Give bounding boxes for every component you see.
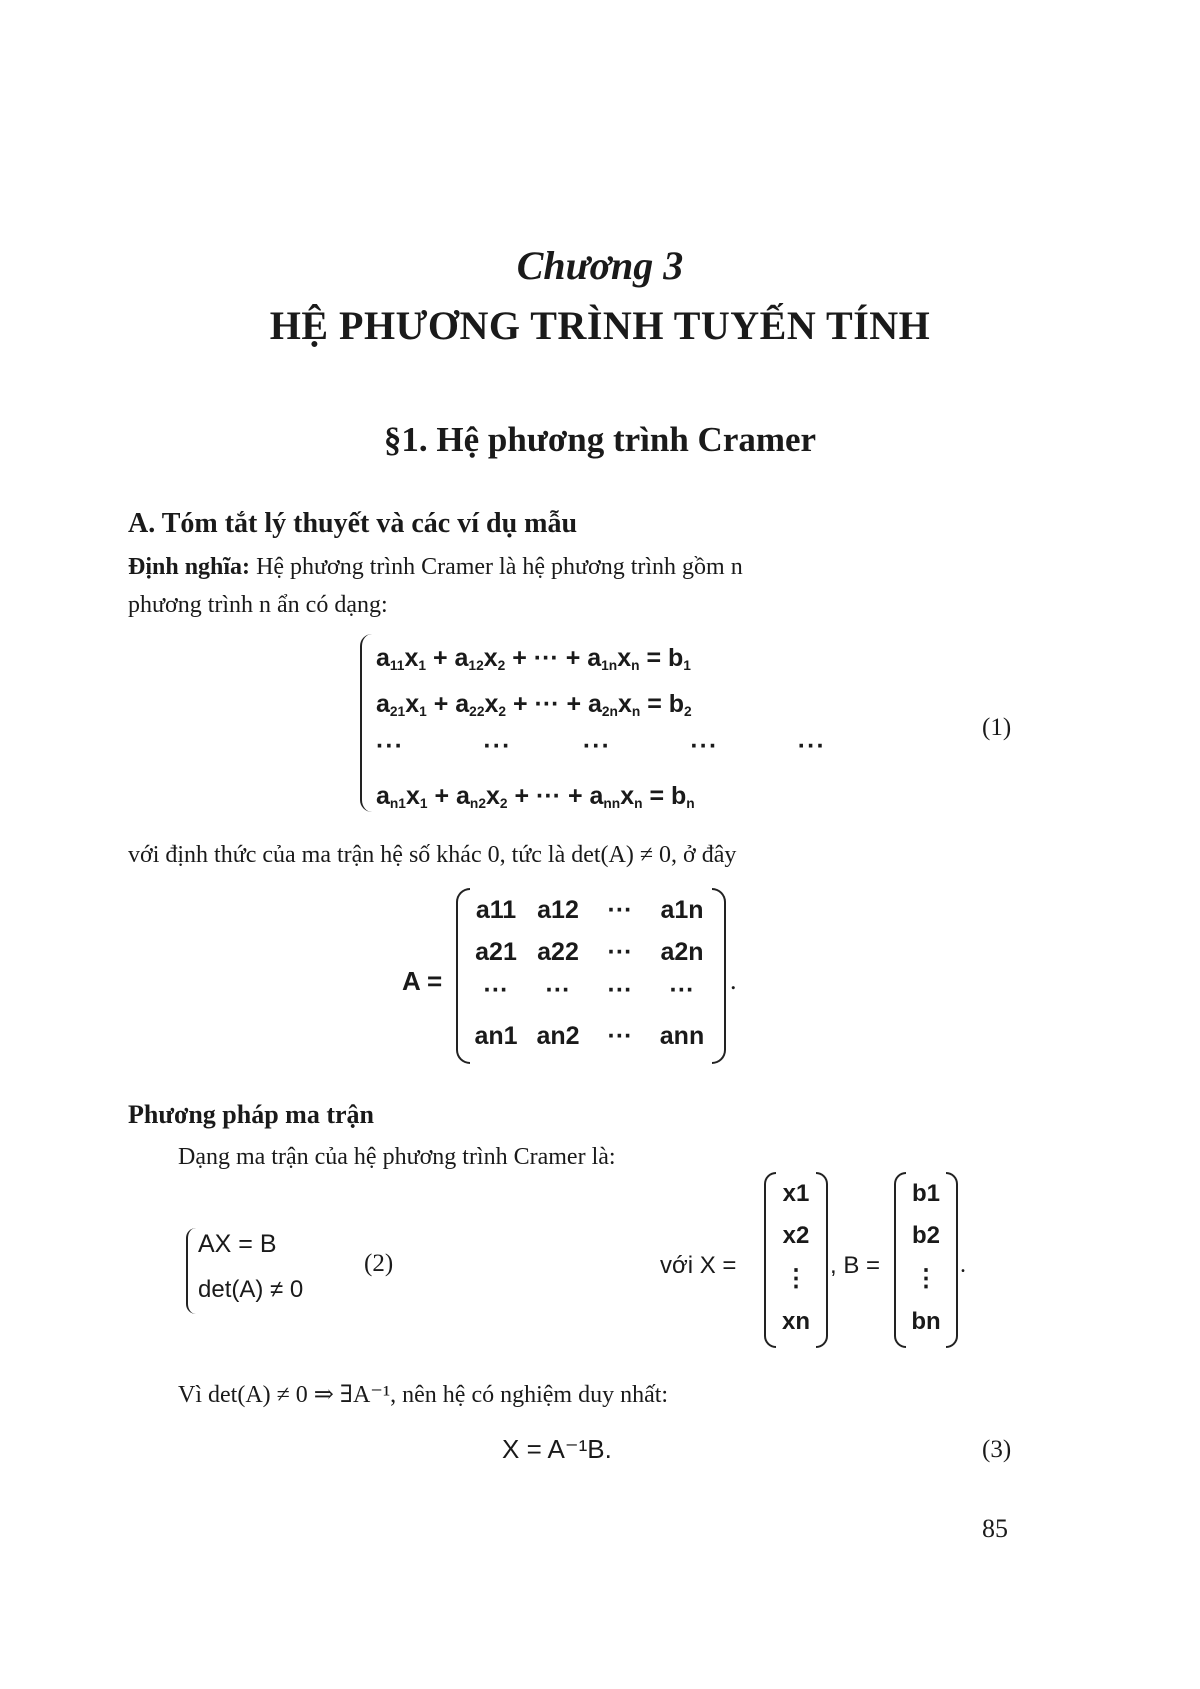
vector-x <box>764 1172 828 1348</box>
definition-label: Định nghĩa: <box>128 554 251 580</box>
definition-text-1: Hệ phương trình Cramer là hệ phương trình gồm n <box>250 554 743 580</box>
matrix-cell: ··· <box>607 938 633 966</box>
matrix-cell: ··· <box>545 976 571 1004</box>
definition-line-1 <box>128 554 743 581</box>
page-number: 85 <box>982 1514 1008 1543</box>
matrix-cell: a11 <box>475 896 517 924</box>
left-brace <box>186 1228 198 1314</box>
matrix-right-bracket <box>712 888 726 1064</box>
vector-x-entry: ⋮ <box>784 1265 808 1292</box>
matrix-cell: ··· <box>607 1022 633 1050</box>
system1-dots-row: ··· ··· ··· ··· ··· <box>376 732 826 760</box>
vector-b-entry: b1 <box>911 1180 940 1207</box>
matrix-cell: ··· <box>669 976 695 1004</box>
vector-left-bracket <box>764 1172 776 1348</box>
vector-right-bracket <box>816 1172 828 1348</box>
definition-line-2: phương trình n ẩn có dạng: <box>128 592 388 618</box>
vector-b-entry: ⋮ <box>914 1265 938 1292</box>
vector-x-entry: x2 <box>782 1222 810 1249</box>
matrix-cell: a21 <box>475 938 517 966</box>
matrix-cell: a2n <box>660 938 704 966</box>
subsection-heading: A. Tóm tắt lý thuyết và các ví dụ mẫu <box>128 508 578 539</box>
system2-line-1: AX = B <box>198 1230 277 1258</box>
vector-right-bracket <box>946 1172 958 1348</box>
section-title: §1. Hệ phương trình Cramer <box>383 420 817 459</box>
equation-system-1 <box>360 632 840 812</box>
vector-x-entry: x1 <box>782 1180 810 1207</box>
matrix-cell: a1n <box>660 896 704 924</box>
matrix-a-lhs: A = <box>402 966 443 996</box>
vector-x-entry: xn <box>781 1308 810 1335</box>
vector-b-entry: b2 <box>911 1222 940 1249</box>
matrix-cell: ··· <box>483 976 509 1004</box>
matrix-method-intro: Dạng ma trận của hệ phương trình Cramer là: <box>178 1144 616 1170</box>
equation-number-1: (1) <box>982 714 1012 741</box>
equation-system-2 <box>186 1226 346 1318</box>
matrix-cell: a12 <box>537 896 579 924</box>
matrix-cell: an2 <box>536 1022 580 1050</box>
matrix-cell: an1 <box>474 1022 518 1050</box>
uniqueness-line: Vì det(A) ≠ 0 ⇒ ∃A⁻¹, nên hệ có nghiệm duy nhất: <box>178 1382 669 1408</box>
system2-line-2: det(A) ≠ 0 <box>198 1276 304 1303</box>
matrix-a <box>456 888 726 1064</box>
determinant-line: với định thức của ma trận hệ số khác 0, tức là det(A) ≠ 0, ở đây <box>128 842 737 868</box>
matrix-cell: ··· <box>607 976 633 1004</box>
b-label: , B = <box>830 1252 881 1279</box>
left-brace <box>360 634 376 812</box>
matrix-cell: ann <box>659 1022 705 1050</box>
system1-row-2: $a_{21}x_1 + a_{22}x_2$ + ··· + $a_{2n}x_n = b_2$ <box>376 690 692 720</box>
vector-left-bracket <box>894 1172 906 1348</box>
chapter-heading: Chương 3 <box>516 243 684 288</box>
matrix-method-title: Phương pháp ma trận <box>128 1100 374 1129</box>
equation-number-2: (2) <box>364 1250 394 1277</box>
matrix-cell: a22 <box>537 938 579 966</box>
chapter-title: HỆ PHƯƠNG TRÌNH TUYẾN TÍNH <box>269 303 931 348</box>
equation-number-3: (3) <box>982 1436 1012 1463</box>
solution-formula: X = A⁻¹B. <box>502 1434 612 1464</box>
matrix-cell: ··· <box>607 896 633 924</box>
system1-row-1: $a_{11}x_1 + a_{12}x_2$ + ··· + $a_{1n}x_n = b_1$ <box>376 644 691 674</box>
with-x-label: với X = <box>660 1252 737 1279</box>
matrix-a-period: . <box>730 966 737 995</box>
vector-b <box>894 1172 958 1348</box>
vector-b-entry: bn <box>911 1308 941 1335</box>
vector-period: . <box>960 1252 966 1278</box>
system1-row-n: $a_{n1}x_1 + a_{n2}x_2$ + ··· + $a_{nn}x_n = b_n$ <box>376 782 695 812</box>
